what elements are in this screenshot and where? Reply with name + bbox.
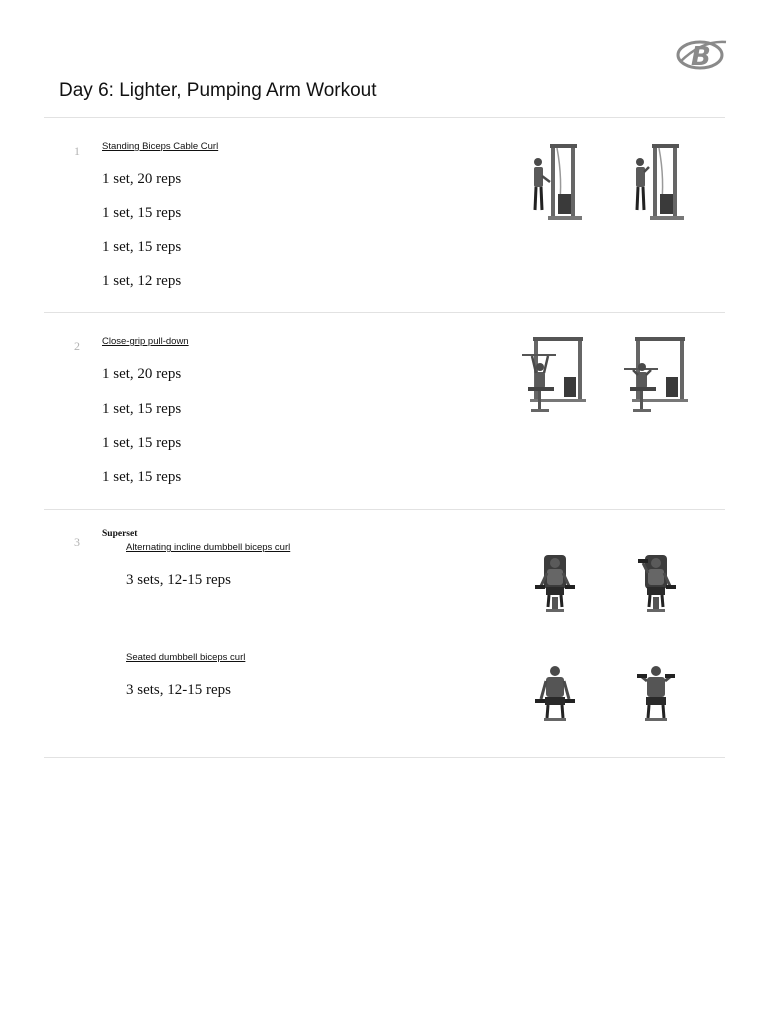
pull-down-end-figure	[622, 335, 694, 419]
set-line: 1 set, 15 reps	[102, 205, 182, 221]
set-line: 1 set, 20 reps	[102, 171, 182, 187]
divider	[44, 312, 725, 313]
set-line: 3 sets, 12-15 reps	[126, 682, 231, 698]
seated-curl-start-figure	[532, 662, 578, 724]
bodybuilding-logo-icon	[676, 38, 728, 72]
incline-curl-start-figure	[532, 553, 578, 615]
set-line: 3 sets, 12-15 reps	[126, 572, 231, 588]
set-line: 1 set, 12 reps	[102, 273, 182, 289]
exercise-link-close-grip-pull-down[interactable]: Close-grip pull-down	[102, 336, 189, 347]
superset-label: Superset	[102, 529, 138, 539]
exercise-number: 2	[74, 339, 80, 353]
set-line: 1 set, 15 reps	[102, 239, 182, 255]
exercise-link-seated-dumbbell-biceps-curl[interactable]: Seated dumbbell biceps curl	[126, 652, 246, 663]
seated-curl-end-figure	[633, 662, 679, 724]
exercise-number: 1	[74, 144, 80, 158]
page-title: Day 6: Lighter, Pumping Arm Workout	[59, 80, 377, 101]
incline-curl-end-figure	[633, 553, 679, 615]
set-line: 1 set, 20 reps	[102, 366, 182, 382]
set-line: 1 set, 15 reps	[102, 469, 182, 485]
divider	[44, 117, 725, 118]
exercise-link-standing-biceps-cable-curl[interactable]: Standing Biceps Cable Curl	[102, 141, 219, 152]
divider	[44, 509, 725, 510]
svg-text:B: B	[691, 42, 711, 72]
divider	[44, 757, 725, 758]
exercise-number: 3	[74, 535, 80, 549]
pull-down-start-figure	[520, 335, 592, 419]
set-line: 1 set, 15 reps	[102, 401, 182, 417]
exercise-link-alternating-incline-dumbbell-biceps-curl[interactable]: Alternating incline dumbbell biceps curl	[126, 542, 291, 553]
cable-curl-end-figure	[628, 140, 688, 224]
cable-curl-start-figure	[526, 140, 586, 224]
set-line: 1 set, 15 reps	[102, 435, 182, 451]
